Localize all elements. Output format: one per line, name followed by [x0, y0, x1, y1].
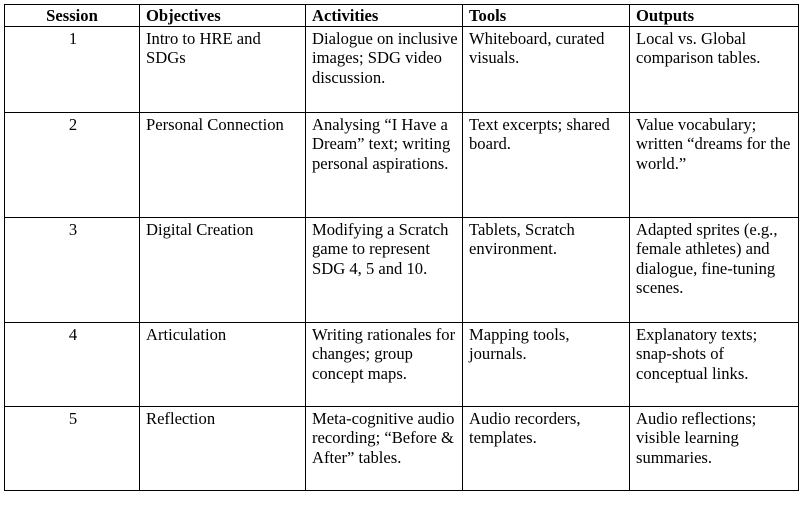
table-body [5, 26, 799, 490]
cell-outputs: Audio reflections; visible learning summaries. [630, 406, 799, 490]
cell-session: 2 [5, 112, 140, 217]
cell-activities: Modifying a Scratch game to represent SDG 4, 5 and 10. [306, 217, 463, 322]
sessions-table [4, 4, 799, 491]
cell-session: 5 [5, 406, 140, 490]
cell-outputs: Value vocabulary; written “dreams for the world.” [630, 112, 799, 217]
cell-session: 3 [5, 217, 140, 322]
cell-tools: Whiteboard, curated visuals. [463, 26, 630, 112]
cell-objectives: Digital Creation [140, 217, 306, 322]
header-tools: Tools [463, 5, 630, 27]
table-row [5, 217, 799, 322]
table-row [5, 406, 799, 490]
cell-tools: Tablets, Scratch environment. [463, 217, 630, 322]
header-session: Session [5, 5, 140, 27]
cell-activities: Writing rationales for changes; group concept maps. [306, 322, 463, 406]
header-activities: Activities [306, 5, 463, 27]
cell-objectives: Intro to HRE and SDGs [140, 26, 306, 112]
header-outputs: Outputs [630, 5, 799, 27]
cell-activities: Analysing “I Have a Dream” text; writing personal aspirations. [306, 112, 463, 217]
cell-objectives: Personal Connection [140, 112, 306, 217]
header-objectives: Objectives [140, 5, 306, 27]
cell-tools: Text excerpts; shared board. [463, 112, 630, 217]
cell-objectives: Reflection [140, 406, 306, 490]
cell-tools: Audio recorders, templates. [463, 406, 630, 490]
cell-activities: Dialogue on inclusive images; SDG video discussion. [306, 26, 463, 112]
cell-outputs: Adapted sprites (e.g., female athletes) and dialogue, fine-tuning scenes. [630, 217, 799, 322]
cell-tools: Mapping tools, journals. [463, 322, 630, 406]
cell-session: 1 [5, 26, 140, 112]
table-row [5, 322, 799, 406]
cell-outputs: Local vs. Global comparison tables. [630, 26, 799, 112]
cell-objectives: Articulation [140, 322, 306, 406]
cell-outputs: Explanatory texts; snap-shots of conceptual links. [630, 322, 799, 406]
cell-activities: Meta-cognitive audio recording; “Before & After” tables. [306, 406, 463, 490]
table-row [5, 112, 799, 217]
cell-session: 4 [5, 322, 140, 406]
table-header [5, 5, 799, 27]
table-row [5, 26, 799, 112]
header-row [5, 5, 799, 27]
